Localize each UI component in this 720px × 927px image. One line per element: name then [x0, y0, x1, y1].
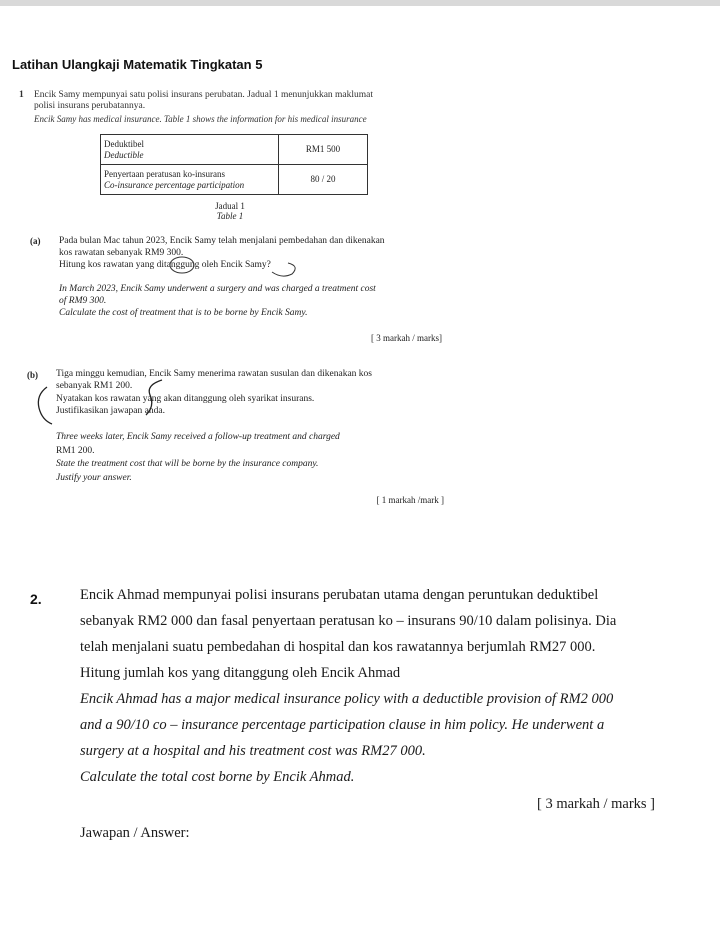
q1a-label: (a): [30, 236, 41, 246]
q1-number: 1: [19, 90, 24, 100]
q2-ms-line2: sebanyak RM2 000 dan fasal penyertaan peratusan ko – insurans 90/10 dalam polisinya. Dia: [80, 613, 617, 629]
q1b-label: (b): [27, 370, 38, 380]
q2-ms-line4: Hitung jumlah kos yang ditanggung oleh Encik Ahmad: [80, 665, 401, 681]
q2-number: 2.: [30, 591, 42, 607]
q1a-ms-line3: Hitung kos rawatan yang ditanggung oleh Encik Samy?: [59, 260, 271, 270]
q1-intro-en: Encik Samy has medical insurance. Table 1 shows the information for his medical insurance: [34, 114, 367, 124]
q2-en-line3: surgery at a hospital and his treatment cost was RM27 000.: [80, 743, 426, 759]
q1-intro-ms-line2: polisi insurans perubatannya.: [34, 101, 146, 111]
q1a-ms-line1: Pada bulan Mac tahun 2023, Encik Samy telah menjalani pembedahan dan dikenakan: [59, 236, 385, 246]
q1-intro-ms-line1: Encik Samy mempunyai satu polisi insurans perubatan. Jadual 1 menunjukkan maklumat: [34, 90, 374, 100]
table-caption-ms: Jadual 1: [215, 201, 245, 211]
q1a-en-line1: In March 2023, Encik Samy underwent a surgery and was charged a treatment cost: [59, 284, 376, 294]
q1a-en-line3: Calculate the cost of treatment that is to be borne by Encik Samy.: [59, 308, 308, 318]
coinsurance-value: 80 / 20: [279, 165, 368, 195]
q1b-ms-line2: sebanyak RM1 200.: [56, 381, 133, 391]
q2-marks: [ 3 markah / marks ]: [537, 796, 655, 812]
q1b-ms-line4: Justifikasikan jawapan anda.: [56, 406, 165, 416]
q1b-en-line4: Justify your answer.: [56, 473, 132, 483]
q1b-en-line2: RM1 200.: [56, 446, 95, 456]
pen-circle-annotation: [170, 257, 194, 273]
deductible-label-ms: Deduktibel: [104, 139, 144, 149]
q1a-en-line2: of RM9 300.: [59, 296, 107, 306]
page-title: Latihan Ulangkaji Matematik Tingkatan 5: [12, 57, 263, 72]
pen-circle-annotation: [272, 263, 295, 276]
pen-bracket-annotation: [38, 387, 52, 424]
q2-en-line4: Calculate the total cost borne by Encik Ahmad.: [80, 769, 355, 785]
q1b-ms-line3: Nyatakan kos rawatan yang akan ditanggung oleh syarikat insurans.: [56, 394, 315, 404]
pen-bracket-annotation: [146, 380, 162, 415]
deductible-label-en: Deductible: [104, 149, 144, 160]
q1b-marks: [ 1 markah /mark ]: [376, 495, 444, 505]
q2-en-line2: and a 90/10 co – insurance percentage participation clause in him policy. He underwent a: [80, 717, 605, 733]
answer-label: Jawapan / Answer:: [80, 825, 190, 841]
q1b-ms-line1: Tiga minggu kemudian, Encik Samy menerima rawatan susulan dan dikenakan kos: [56, 369, 372, 379]
q1b-en-line3: State the treatment cost that will be borne by the insurance company.: [56, 459, 319, 469]
table-caption-en: Table 1: [216, 211, 244, 221]
q1b-en-line1: Three weeks later, Encik Samy received a follow-up treatment and charged: [56, 432, 340, 442]
q2-en-line1: Encik Ahmad has a major medical insurance policy with a deductible provision of RM2 000: [80, 691, 614, 707]
q2-ms-line1: Encik Ahmad mempunyai polisi insurans perubatan utama dengan peruntukan deduktibel: [80, 587, 599, 603]
q2-ms-line3: telah menjalani suatu pembedahan di hospital dan kos rawatannya berjumlah RM27 000.: [80, 639, 596, 655]
q1a-ms-line2: kos rawatan sebanyak RM9 300.: [59, 248, 184, 258]
coinsurance-label-ms: Penyertaan peratusan ko-insurans: [104, 169, 225, 179]
coinsurance-label-en: Co-insurance percentage participation: [104, 179, 245, 190]
q1a-marks: [ 3 markah / marks]: [371, 333, 442, 343]
deductible-value: RM1 500: [279, 135, 368, 165]
